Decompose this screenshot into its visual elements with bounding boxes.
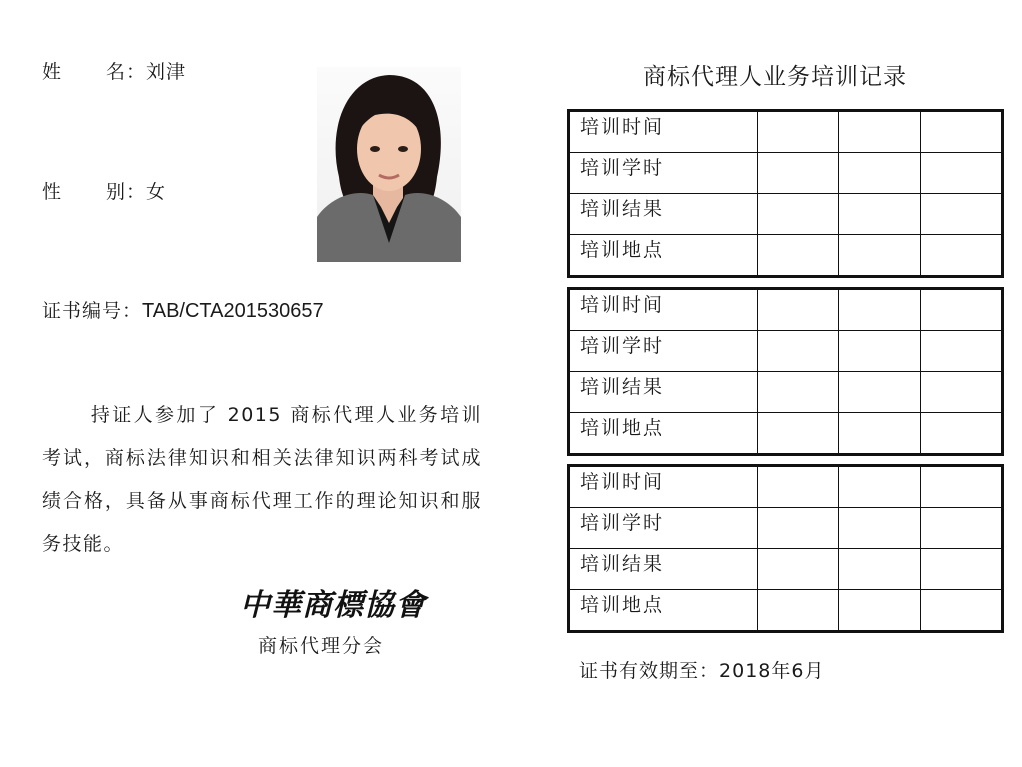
record-cell <box>757 289 838 331</box>
record-cell <box>839 331 920 372</box>
record-cell <box>839 413 920 455</box>
record-cell <box>920 194 1002 235</box>
record-cell <box>839 508 920 549</box>
name-label-b: 名： <box>106 61 147 83</box>
table-row <box>569 153 1003 194</box>
validity-label: 证书有效期至： <box>579 660 720 682</box>
record-table-2 <box>567 287 1004 456</box>
record-cell <box>839 549 920 590</box>
row-label: 培训学时 <box>569 153 758 194</box>
row-label: 培训学时 <box>569 331 758 372</box>
record-cell <box>839 235 920 277</box>
record-cell <box>757 194 838 235</box>
cert-no-field <box>42 296 324 323</box>
record-cell <box>757 590 838 632</box>
portrait-image <box>317 67 461 262</box>
record-cell <box>920 466 1002 508</box>
row-label: 培训地点 <box>569 235 758 277</box>
record-cell <box>920 372 1002 413</box>
record-cell <box>920 331 1002 372</box>
record-cell <box>757 466 838 508</box>
table-row <box>569 590 1003 632</box>
row-label: 培训时间 <box>569 466 758 508</box>
table-row <box>569 413 1003 455</box>
record-cell <box>839 153 920 194</box>
record-cell <box>757 235 838 277</box>
validity-value: 2018年6月 <box>719 660 825 682</box>
record-cell <box>839 466 920 508</box>
holder-photo <box>317 67 461 262</box>
row-label: 培训结果 <box>569 372 758 413</box>
name-field <box>42 57 186 84</box>
signature-text: 中華商標協會 <box>240 588 426 623</box>
table-row <box>569 194 1003 235</box>
record-cell <box>757 153 838 194</box>
row-label: 培训时间 <box>569 289 758 331</box>
row-label: 培训学时 <box>569 508 758 549</box>
record-cell <box>920 590 1002 632</box>
row-label: 培训结果 <box>569 549 758 590</box>
record-cell <box>757 331 838 372</box>
record-cell <box>757 111 838 153</box>
table-row <box>569 235 1003 277</box>
table-row <box>569 111 1003 153</box>
table-row <box>569 549 1003 590</box>
record-cell <box>920 508 1002 549</box>
cert-no: TAB/CTA201530657 <box>142 300 324 322</box>
record-cell <box>920 111 1002 153</box>
table-row <box>569 466 1003 508</box>
record-cell <box>757 372 838 413</box>
record-cell <box>839 372 920 413</box>
validity-field <box>579 656 824 683</box>
gender-label-b: 别： <box>106 181 147 203</box>
holder-name: 刘津 <box>146 61 187 83</box>
row-label: 培训结果 <box>569 194 758 235</box>
record-cell <box>757 549 838 590</box>
record-cell <box>920 289 1002 331</box>
record-cell <box>839 111 920 153</box>
row-label: 培训地点 <box>569 413 758 455</box>
row-label: 培训地点 <box>569 590 758 632</box>
record-title: 商标代理人业务培训记录 <box>643 64 907 90</box>
record-table-3 <box>567 464 1004 633</box>
record-cell <box>920 413 1002 455</box>
record-cell <box>839 289 920 331</box>
gender-field <box>42 177 166 204</box>
record-cell <box>757 508 838 549</box>
record-cell <box>920 235 1002 277</box>
record-cell <box>920 549 1002 590</box>
table-row <box>569 331 1003 372</box>
name-label-a: 姓 <box>42 61 63 83</box>
table-row <box>569 289 1003 331</box>
cert-no-label: 证书编号： <box>42 300 143 322</box>
gender-label-a: 性 <box>42 181 63 203</box>
issuer-branch: 商标代理分会 <box>258 635 385 657</box>
record-cell <box>839 590 920 632</box>
record-cell <box>757 413 838 455</box>
record-cell <box>839 194 920 235</box>
table-row <box>569 508 1003 549</box>
table-row <box>569 372 1003 413</box>
statement-paragraph <box>42 394 482 566</box>
holder-gender: 女 <box>146 181 167 203</box>
issuer-signature <box>240 584 430 624</box>
statement-text: 持证人参加了 2015 商标代理人业务培训考试，商标法律知识和相关法律知识两科考试成绩合格，具备从事商标代理工作的理论知识和服务技能。 <box>42 404 482 555</box>
signature-graphic <box>240 584 430 624</box>
record-table-1 <box>567 109 1004 278</box>
row-label: 培训时间 <box>569 111 758 153</box>
record-cell <box>920 153 1002 194</box>
